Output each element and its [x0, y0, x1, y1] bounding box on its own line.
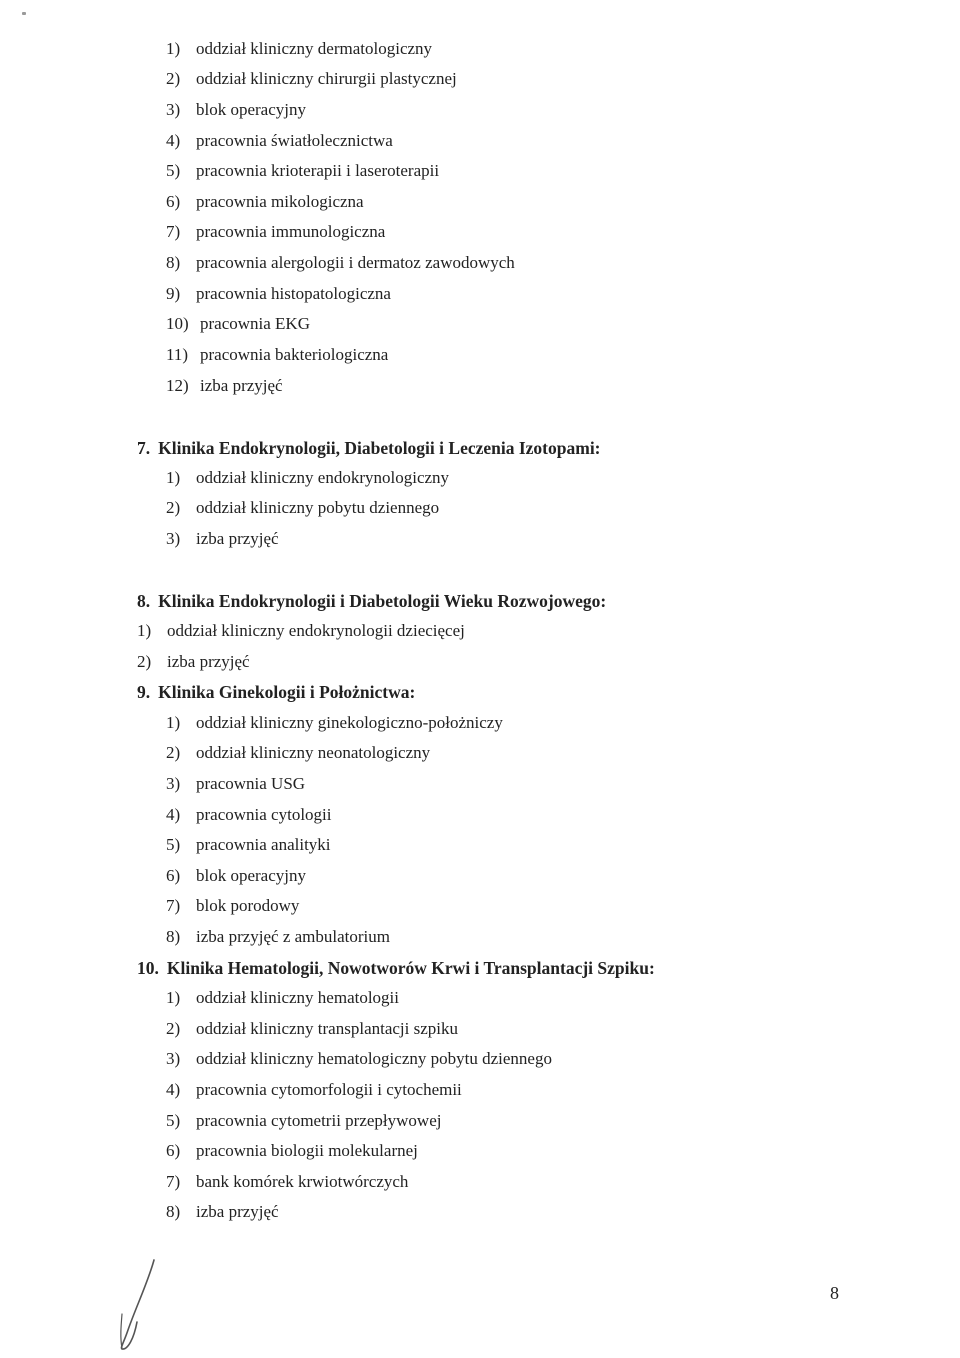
list-item: 11) pracownia bakteriologiczna	[166, 345, 389, 364]
section-heading: 8. Klinika Endokrynologii i Diabetologii Wieku Rozwojowego:	[137, 591, 607, 611]
list-item: 4) pracownia cytologii	[166, 805, 332, 824]
list-item: 7) blok porodowy	[166, 896, 300, 915]
list-item: 2) oddział kliniczny neonatologiczny	[166, 743, 431, 762]
list-item: 2) oddział kliniczny pobytu dziennego	[166, 498, 440, 517]
list-item: 1) oddział kliniczny hematologii	[166, 988, 400, 1007]
list-item: 1) oddział kliniczny endokrynologiczny	[166, 468, 450, 487]
list-item: 3) pracownia USG	[166, 774, 306, 793]
list-item: 6) pracownia mikologiczna	[166, 192, 364, 211]
page-number: 8	[830, 1283, 839, 1303]
list-item: 2) izba przyjęć	[137, 652, 250, 671]
handwritten-initial-mark	[110, 1252, 170, 1352]
list-item: 1) oddział kliniczny ginekologiczno-położniczy	[166, 713, 503, 732]
list-item: 1) oddział kliniczny endokrynologii dziecięcej	[137, 621, 465, 640]
list-item: 5) pracownia cytometrii przepływowej	[166, 1111, 442, 1130]
list-item: 3) oddział kliniczny hematologiczny pobytu dziennego	[166, 1049, 552, 1068]
section-heading: 9. Klinika Ginekologii i Położnictwa:	[137, 682, 416, 702]
list-item: 9) pracownia histopatologiczna	[166, 284, 391, 303]
list-item: 2) oddział kliniczny chirurgii plastycznej	[166, 69, 457, 88]
list-item: 7) pracownia immunologiczna	[166, 222, 386, 241]
list-item: 6) pracownia biologii molekularnej	[166, 1141, 418, 1160]
list-item: 8) izba przyjęć z ambulatorium	[166, 927, 390, 946]
scan-mark	[22, 12, 26, 15]
list-item: 3) blok operacyjny	[166, 100, 306, 119]
list-item: 1) oddział kliniczny dermatologiczny	[166, 39, 433, 58]
list-item: 5) pracownia analityki	[166, 835, 331, 854]
list-item: 4) pracownia cytomorfologii i cytochemii	[166, 1080, 462, 1099]
list-item: 6) blok operacyjny	[166, 866, 306, 885]
list-item: 7) bank komórek krwiotwórczych	[166, 1172, 409, 1191]
list-item: 2) oddział kliniczny transplantacji szpiku	[166, 1019, 459, 1038]
list-item: 5) pracownia krioterapii i laseroterapii	[166, 161, 440, 180]
list-item: 12) izba przyjęć	[166, 376, 283, 395]
list-item: 8) izba przyjęć	[166, 1202, 279, 1221]
list-item: 4) pracownia światłolecznictwa	[166, 131, 393, 150]
list-item: 8) pracownia alergologii i dermatoz zawodowych	[166, 253, 515, 272]
section-heading: 7. Klinika Endokrynologii, Diabetologii i Leczenia Izotopami:	[137, 438, 601, 458]
section-heading: 10. Klinika Hematologii, Nowotworów Krwi i Transplantacji Szpiku:	[137, 958, 655, 978]
list-item: 3) izba przyjęć	[166, 529, 279, 548]
list-item: 10) pracownia EKG	[166, 314, 310, 333]
